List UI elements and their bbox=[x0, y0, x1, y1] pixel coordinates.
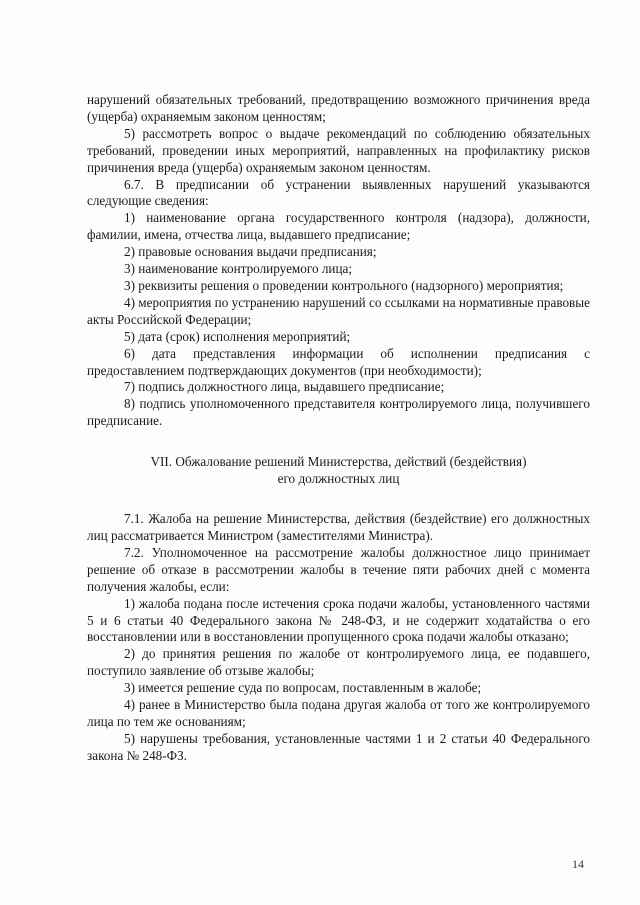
refusal-reason-1: 1) жалоба подана после истечения срока подачи жалобы, установленного частями 5 и 6 статьи 40 Федерального закона № 248-ФЗ, и не содержит ходатайства о его восстановлении или в восстановлении пропущенного срока подачи жалобы отказано; bbox=[87, 595, 590, 645]
clause-7-1: 7.1. Жалоба на решение Министерства, действия (бездействие) его должностных лиц рассматривается Министром (заместителями Министра). bbox=[87, 511, 590, 544]
refusal-reason-2: 2) до принятия решения по жалобе от контролируемого лица, ее подавшего, поступило заявление об отзыве жалобы; bbox=[87, 646, 590, 679]
refusal-reason-5: 5) нарушены требования, установленные частями 1 и 2 статьи 40 Федерального закона № 248-ФЗ. bbox=[87, 730, 590, 763]
list-item-1-authority-name: 1) наименование органа государственного контроля (надзора), должности, фамилии, имена, отчества лица, выдавшего предписание; bbox=[87, 210, 590, 243]
section-heading bbox=[87, 453, 590, 487]
list-item-2-legal-grounds: 2) правовые основания выдачи предписания; bbox=[124, 244, 377, 260]
document-body bbox=[87, 92, 590, 765]
refusal-reason-3: 3) имеется решение суда по вопросам, поставленным в жалобе; bbox=[124, 680, 482, 696]
clause-7-2: 7.2. Уполномоченное на рассмотрение жалобы должностное лицо принимает решение об отказе в рассмотрении жалобы в течение пяти рабочих дней с момента получения жалобы, если: bbox=[87, 544, 590, 594]
list-item-5-recommendations: 5) рассмотреть вопрос о выдаче рекомендаций по соблюдению обязательных требований, проведении иных мероприятий, направленных на профилактику рисков причинения вреда (ущерба) охраняемым законом ценностям. bbox=[87, 125, 590, 175]
list-item-4-remedial-measures: 4) мероприятия по устранению нарушений со ссылками на нормативные правовые акты Российской Федерации; bbox=[87, 294, 590, 327]
list-item-5-deadline: 5) дата (срок) исполнения мероприятий; bbox=[124, 328, 351, 344]
clause-6-7: 6.7. В предписании об устранении выявленных нарушений указываются следующие сведения: bbox=[87, 176, 590, 209]
list-item-7-official-signature: 7) подпись должностного лица, выдавшего предписание; bbox=[124, 379, 445, 395]
list-item-3-decision-details: 3) реквизиты решения о проведении контрольного (надзорного) мероприятия; bbox=[124, 277, 564, 293]
list-item-8-representative-signature: 8) подпись уполномоченного представителя контролируемого лица, получившего предписание. bbox=[87, 396, 590, 429]
section-heading-line-2: его должностных лиц bbox=[277, 471, 400, 487]
list-item-3-controlled-entity: 3) наименование контролируемого лица; bbox=[124, 261, 353, 277]
page-number: 14 bbox=[572, 857, 584, 871]
paragraph-continuation: нарушений обязательных требований, предотвращению возможного причинения вреда (ущерба) охраняемым законом ценностям; bbox=[87, 92, 590, 124]
section-heading-line-1: VII. Обжалование решений Министерства, действий (бездействия) bbox=[150, 454, 527, 470]
refusal-reason-4: 4) ранее в Министерство была подана другая жалоба от того же контролируемого лица по тем же основаниям; bbox=[87, 697, 590, 729]
list-item-6-report-date: 6) дата представления информации об исполнении предписания с предоставлением подтверждающих документов (при необходимости); bbox=[87, 345, 590, 378]
